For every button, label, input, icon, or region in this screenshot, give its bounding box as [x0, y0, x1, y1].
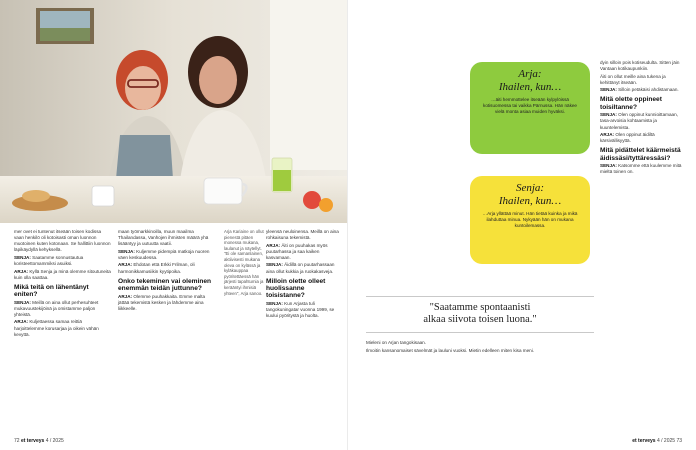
paragraph: Ilmoitin kansanomaiset sävelmät ja lauluni vuoksi. Mietin edelleen miten kisa meni. — [366, 347, 535, 353]
paragraph-text: Saatamme sonnustautua koristeettomammiksi asuiksi. — [14, 254, 84, 266]
subheading: Onko tekeminen vai oleminen enemmän teidän juttunne? — [118, 277, 212, 292]
paragraph — [14, 269, 112, 281]
paragraph — [266, 262, 342, 274]
paragraph: maan työmarkkinoilla, muun maailma Thailandassa, Vanhojen ihmisten määrä yhä lisääntyy ja uutuutta vaatii. — [118, 229, 209, 247]
speaker-label: ARJA: — [14, 268, 29, 274]
paragraph — [600, 163, 682, 175]
speaker-label: SENJA: — [14, 254, 31, 260]
pull-quote-line: alkaa siivota toisen luona." — [423, 314, 537, 326]
paragraph — [266, 301, 342, 319]
paragraph — [14, 300, 112, 318]
issue-number: 4 / 2025 — [656, 438, 676, 444]
footer-right — [632, 438, 682, 444]
bubble-title: Senja: — [515, 182, 545, 194]
paragraph: dyin silloin pois kotiseudulta. Sitten jäin Vantaan kotikaupunkiin. — [600, 60, 680, 72]
paragraph-text: Kun Arjasta tuli tangokuningatar vuonna 1999, se kuului pyöritystä ja huolta. — [266, 300, 335, 318]
speaker-label: SENJA: — [600, 112, 617, 118]
paragraph — [266, 243, 342, 261]
speaker-label: SENJA: — [600, 163, 617, 169]
subheading: Milloin olette olleet huolissanne toisistanne? — [266, 277, 326, 300]
speaker-label: SENJA: — [14, 299, 31, 305]
issue-number: 4 / 2025 — [45, 438, 64, 444]
photo-mother-daughter — [0, 0, 348, 223]
left-column-1 — [14, 229, 112, 339]
right-column-3 — [600, 60, 682, 177]
speaker-label: SENJA: — [118, 248, 135, 254]
paragraph-text: Olen oppinut kunnioittamaan, tasa-arvoisia kohtaamista ja kuuntelemista. — [600, 112, 678, 130]
paragraph-text: Olemme puuhakkaita. Emme malta jättää tekemistä kesken ja lähdemme aina liikkeelle. — [118, 293, 206, 311]
paragraph — [118, 294, 216, 312]
subheading: Mitä pidättelet käärmeistä äidissäsi/tyttäressäsi? — [600, 147, 681, 162]
magazine-brand: et terveys — [632, 438, 656, 444]
paragraph-text: Äiti on puuhakas myös puutarhassa ja saa kaiken kasvamaan. — [266, 242, 328, 260]
paragraph — [118, 249, 216, 261]
paragraph-text: Kuljemme pidempiä matkoja nuoren väen keskuudessa. — [118, 248, 210, 260]
subheading: Mikä teitä on lähentänyt eniten? — [14, 283, 89, 298]
right-page — [348, 0, 696, 450]
right-column-1 — [366, 340, 594, 355]
speaker-label: ARJA: — [266, 242, 281, 248]
footer-left — [14, 438, 64, 444]
page-number: 72 — [14, 438, 20, 444]
paragraph-text: Katsomme että kuulemme mitä mieltä toinen on. — [600, 163, 682, 175]
pull-quote-line: "Saatamme spontaanisti — [429, 302, 531, 313]
paragraph — [600, 87, 682, 93]
paragraph — [14, 319, 112, 337]
paragraph: Äiti on ollut meille aina tukena ja kehittänyt itseään. — [600, 73, 666, 85]
paragraph: yleensä neuloinensa. Meillä on aina rohkaisuna tekemistä. — [266, 229, 339, 241]
paragraph-text: Kyllä Senja ja minä olemme sitoutuneita kuin olla saattaa. — [14, 268, 111, 280]
speaker-label: SENJA: — [266, 262, 283, 268]
paragraph: mer ovet ei tuntenut itseään toisen kodissa vaan henkilö oli kotoisasti oman luonnon muotoinen kuten kotonaan. Se hallittiin luonnon läpikäydyllä kehyksellä. — [14, 229, 111, 253]
bubble-title: Ihailen, kun… — [498, 194, 562, 207]
bubble-senja — [470, 176, 590, 264]
left-column-3 — [266, 229, 342, 321]
paragraph — [600, 112, 682, 130]
paragraph-text: Äidillä on puutarhassaan aina ollut kukkia ja ruokakasveja. — [266, 262, 335, 274]
quote-rule-top — [366, 296, 594, 297]
speaker-label: ARJA: — [600, 132, 615, 138]
paragraph-text: Silloin petäkäisi ahdistamaan. — [618, 87, 679, 93]
bubble-text: …Arja yllättää minut. Hän tietää kuinka ja mikä ilahduttaa minua. Nykyään hän on mukana kuntoilemassa. — [482, 211, 578, 229]
page-number: 73 — [676, 438, 682, 444]
paragraph — [118, 262, 216, 274]
magazine-brand: et terveys — [20, 438, 45, 444]
subheading: Mitä olette oppineet toisiltanne? — [600, 96, 662, 111]
bubble-title: Arja: — [518, 68, 542, 80]
quote-rule-bottom — [366, 332, 594, 333]
paragraph-text: Ehdotan että Erkki Frilman, oli harmonikkamusiikin kyytipoika. — [118, 262, 195, 274]
paragraph-text: Olen oppinut äidiltä kärsivällisyyttä. — [600, 132, 655, 144]
speaker-label: ARJA: — [118, 262, 133, 268]
bubble-text: …äiti hemmottelee itseään kylpylöissä kotisuomessa tai vaikka Pärnussa. Hän näkee vielä monta asiaa muiden hyväksi. — [483, 97, 577, 115]
bubble-arja — [470, 62, 590, 154]
paragraph — [14, 255, 112, 267]
speaker-label: ARJA: — [14, 319, 29, 325]
left-column-2 — [118, 229, 216, 313]
paragraph-text: Kuljettaessa samaa reittiä harjoittelemme korusarjaa ja oikein vähän kevyttä. — [14, 319, 99, 337]
paragraph — [600, 132, 682, 144]
paragraph: Mieleni on Arjan tangokisaan. — [366, 340, 427, 345]
speaker-label: SENJA: — [266, 300, 283, 306]
pull-quote — [366, 302, 594, 327]
bubble-title: Ihailen, kun… — [498, 80, 562, 93]
photo-caption: Arja Kariaine on ollut pienestä pitäen monessa mukana, laulanut ja näytellyt. "Ei ole samanlainen, aktiivisesti mukana oleva on kylässä ja kyläkauppaa pyöritettäessä hän järjesti tapahtumia ja kerääntyi ihmisiä yhteen", Arja sanoo. — [224, 229, 264, 296]
speaker-label: SENJA: — [600, 87, 617, 93]
speaker-label: ARJA: — [118, 293, 133, 299]
paragraph-text: Meillä on aina ollut perhesuhteet mukavuustekijöinä ja omistamme paljon yhteistä. — [14, 299, 99, 317]
